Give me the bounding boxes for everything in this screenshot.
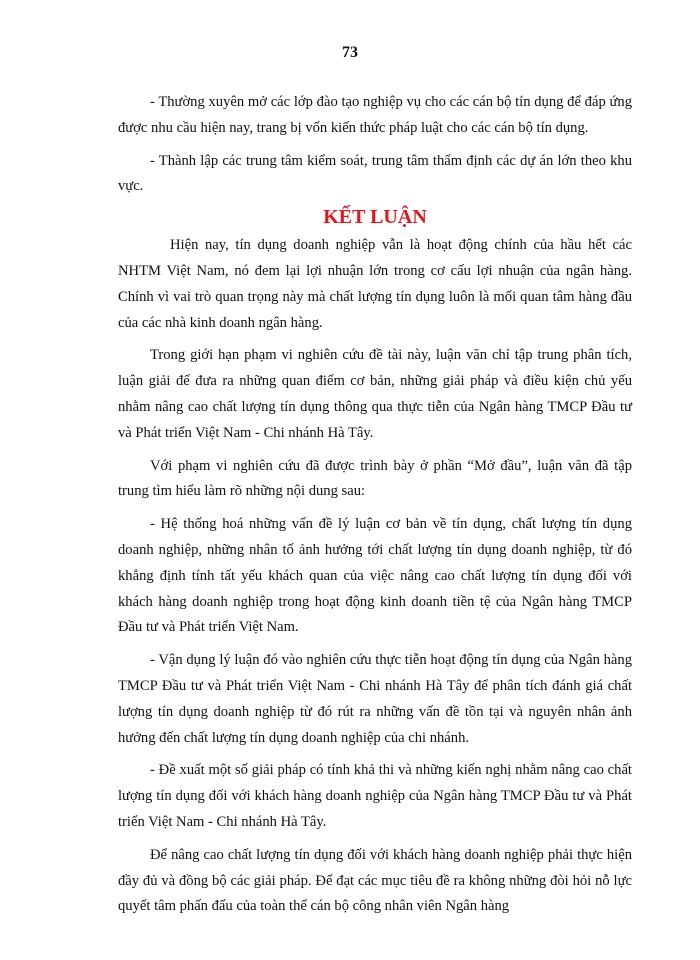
paragraph-training: - Thường xuyên mở các lớp đào tạo nghiệp vụ cho các cán bộ tín dụng để đáp ứng được nhu cầu hiện nay, trang bị vốn kiến thức pháp luật cho các cán bộ tín dụng. xyxy=(118,94,632,136)
conclusion-bullet-theory: - Hệ thống hoá những vấn đề lý luận cơ bản về tín dụng, chất lượng tín dụng doanh nghiệp, những nhân tố ảnh hưởng tới chất lượng tín dụng doanh nghiệp, từ đó khẳng định tính tất yếu khách quan của việc nâng cao chất lượng tín dụng đối với khách hàng doanh nghiệp trong hoạt động kinh doanh tiền tệ của Ngân hàng TMCP Đầu tư và Phát triển Việt Nam. xyxy=(118,516,632,636)
document-body xyxy=(118,90,632,927)
paragraph-control-centers: - Thành lập các trung tâm kiểm soát, trung tâm thẩm định các dự án lớn theo khu vực. xyxy=(118,152,632,195)
conclusion-bullet-practice: - Vận dụng lý luận đó vào nghiên cứu thực tiễn hoạt động tín dụng của Ngân hàng TMCP Đầu tư và Phát triển Việt Nam - Chi nhánh Hà Tây để phân tích đánh giá chất lượng tín dụng doanh nghiệp từ đó rút ra những vấn đề tồn tại và nguyên nhân ảnh hưởng đến chất lượng tín dụng doanh nghiệp của chi nhánh. xyxy=(118,652,632,746)
page-number: 73 xyxy=(342,44,358,61)
conclusion-paragraph-scope: Trong giới hạn phạm vi nghiên cứu đề tài này, luận văn chỉ tập trung phân tích, luận giải để đưa ra những quan điểm cơ bản, những giải pháp và điều kiện chủ yếu nhằm nâng cao chất lượng tín dụng thông qua thực tiễn của Ngân hàng TMCP Đầu tư và Phát triển Việt Nam - Chi nhánh Hà Tây. xyxy=(118,347,632,441)
conclusion-paragraph-implementation: Để nâng cao chất lượng tín dụng đối với khách hàng doanh nghiệp phải thực hiện đầy đủ và đồng bộ các giải pháp. Để đạt các mục tiêu đề ra không những đòi hỏi nỗ lực quyết tâm phấn đấu của toàn thể cán bộ công nhân viên Ngân hàng xyxy=(118,846,632,915)
conclusion-bullet-solutions: - Đề xuất một số giải pháp có tính khả thi và những kiến nghị nhằm nâng cao chất lượng tín dụng đối với khách hàng doanh nghiệp của Ngân hàng TMCP Đầu tư và Phát triển Việt Nam - Chi nhánh Hà Tây. xyxy=(118,762,632,830)
conclusion-paragraph-intro: Hiện nay, tín dụng doanh nghiệp vẫn là hoạt động chính của hầu hết các NHTM Việt Nam, nó đem lại lợi nhuận lớn trong cơ cấu lợi nhuận của ngân hàng. Chính vì vai trò quan trọng này mà chất lượng tín dụng luôn là mối quan tâm hàng đầu của các nhà kinh doanh ngân hàng. xyxy=(118,237,632,331)
conclusion-heading: KẾT LUẬN xyxy=(323,206,427,229)
conclusion-paragraph-research: Với phạm vi nghiên cứu đã được trình bày ở phần “Mở đầu”, luận văn đã tập trung tìm hiểu làm rõ những nội dung sau: xyxy=(118,457,632,500)
